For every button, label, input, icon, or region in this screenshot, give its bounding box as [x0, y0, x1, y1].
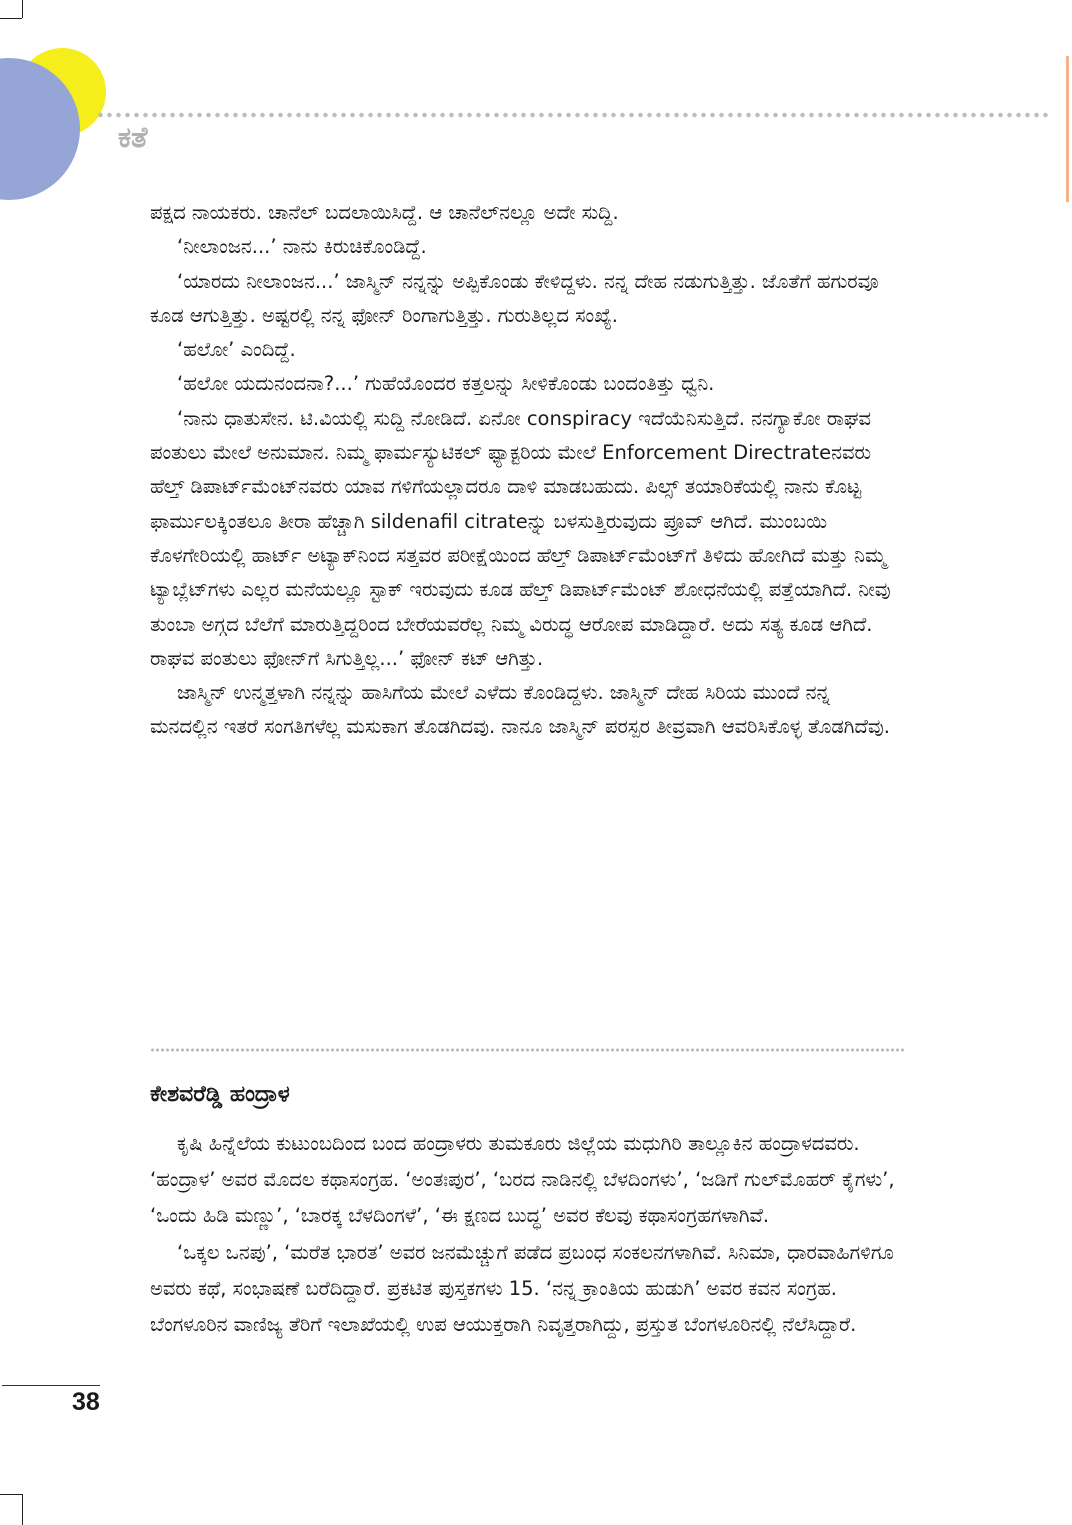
- page-number: 38: [72, 1388, 100, 1416]
- author-bio: [150, 1126, 902, 1343]
- crop-mark-top-vertical: [22, 0, 23, 18]
- page-number-rule: [2, 1385, 100, 1386]
- crop-mark-bottom-vertical: [22, 1494, 23, 1525]
- crop-mark-bottom-horizontal: [0, 1494, 22, 1495]
- story-paragraph: ‘ನೀಲಾಂಜನ...’ ನಾನು ಕಿರುಚಿಕೊಂಡಿದ್ದೆ.: [177, 235, 427, 259]
- story-paragraph: ‘ಯಾರದು ನೀಲಾಂಜನ...’ ಜಾಸ್ಮಿನ್ ನನ್ನನ್ನು ಅಪ್ಪಿಕೊಂಡು ಕೇಳಿದ್ದಳು. ನನ್ನ ದೇಹ ನಡುಗುತ್ತಿತ್ತು. ಜೊತೆಗೆ ಹಗುರವೂ ಕೂಡ ಆಗುತ್ತಿತ್ತು. ಅಷ್ಟರಲ್ಲಿ ನನ್ನ ಫೋನ್ ರಿಂಗಾಗುತ್ತಿತ್ತು. ಗುರುತಿಲ್ಲದ ಸಂಖ್ಯೆ.: [150, 269, 879, 327]
- bio-paragraph: ಕೃಷಿ ಹಿನ್ನೆಲೆಯ ಕುಟುಂಬದಿಂದ ಬಂದ ಹಂದ್ರಾಳರು ತುಮಕೂರು ಜಿಲ್ಲೆಯ ಮಧುಗಿರಿ ತಾಲ್ಲೂಕಿನ ಹಂದ್ರಾಳದವರು. ‘ಹಂದ್ರಾಳ’ ಅವರ ಮೊದಲ ಕಥಾಸಂಗ್ರಹ. ‘ಅಂತಃಪುರ’, ‘ಬರದ ನಾಡಿನಲ್ಲಿ ಬೆಳದಿಂಗಳು’, ‘ಜಡಿಗೆ ಗುಲ್‌ಮೊಹರ್ ಕೈಗಳು’, ‘ಒಂದು ಹಿಡಿ ಮಣ್ಣು’, ‘ಬಾರಕ್ಕ ಬೆಳದಿಂಗಳೆ’, ‘ಈ ಕ್ಷಣದ ಬುದ್ಧ’ ಅವರ ಕೆಲವು ಕಥಾಸಂಗ್ರಹಗಳಾಗಿವೆ.: [150, 1132, 895, 1228]
- crop-mark-top-horizontal: [0, 18, 22, 19]
- section-divider: [150, 1048, 904, 1052]
- story-body: [150, 196, 902, 745]
- story-paragraph: ‘ಹಲೋ’ ಎಂದಿದ್ದೆ.: [177, 338, 296, 362]
- story-paragraph: ‘ಹಲೋ ಯದುನಂದನಾ?...’ ಗುಹೆಯೊಂದರ ಕತ್ತಲನ್ನು ಸೀಳಿಕೊಂಡು ಬಂದಂತಿತ್ತು ಧ್ವನಿ.: [177, 372, 715, 396]
- header-dotted-rule: [96, 112, 1048, 118]
- story-paragraph: ಪಕ್ಷದ ನಾಯಕರು. ಚಾನೆಲ್ ಬದಲಾಯಿಸಿದ್ದೆ. ಆ ಚಾನೆಲ್‌ನಲ್ಲೂ ಅದೇ ಸುದ್ದಿ.: [150, 201, 619, 224]
- section-label: ಕತೆ: [118, 120, 148, 154]
- story-paragraph: ಜಾಸ್ಮಿನ್ ಉನ್ಮತ್ತಳಾಗಿ ನನ್ನನ್ನು ಹಾಸಿಗೆಯ ಮೇಲೆ ಎಳೆದು ಕೊಂಡಿದ್ದಳು. ಜಾಸ್ಮಿನ್ ದೇಹ ಸಿರಿಯ ಮುಂದೆ ನನ್ನ ಮನದಲ್ಲಿನ ಇತರೆ ಸಂಗತಿಗಳೆಲ್ಲ ಮಸುಕಾಗ ತೊಡಗಿದವು. ನಾನೂ ಜಾಸ್ಮಿನ್ ಪರಸ್ಪರ ತೀವ್ರವಾಗಿ ಆವರಿಸಿಕೊಳ್ಳ ತೊಡಗಿದೆವು.: [150, 681, 890, 739]
- author-name-heading: ಕೇಶವರೆಡ್ಡಿ ಹಂದ್ರಾಳ: [150, 1082, 290, 1107]
- bio-paragraph: ‘ಒಕ್ಕಲ ಒನಪು’, ‘ಮರೆತ ಭಾರತ’ ಅವರ ಜನಮೆಚ್ಚುಗೆ ಪಡೆದ ಪ್ರಬಂಧ ಸಂಕಲನಗಳಾಗಿವೆ. ಸಿನಿಮಾ, ಧಾರವಾಹಿಗಳಿಗೂ ಅವರು ಕಥೆ, ಸಂಭಾಷಣೆ ಬರೆದಿದ್ದಾರೆ. ಪ್ರಕಟಿತ ಪುಸ್ತಕಗಳು 15. ‘ನನ್ನ ಕ್ರಾಂತಿಯ ಹುಡುಗಿ’ ಅವರ ಕವನ ಸಂಗ್ರಹ. ಬೆಂಗಳೂರಿನ ವಾಣಿಜ್ಯ ತೆರಿಗೆ ಇಲಾಖೆಯಲ್ಲಿ ಉಪ ಆಯುಕ್ತರಾಗಿ ನಿವೃತ್ತರಾಗಿದ್ದು, ಪ್ರಸ್ತುತ ಬೆಂಗಳೂರಿನಲ್ಲಿ ನೆಲೆಸಿದ್ದಾರೆ.: [150, 1240, 894, 1337]
- edge-accent-bar: [1066, 56, 1069, 202]
- story-paragraph: ‘ನಾನು ಧಾತುಸೇನ. ಟಿ.ವಿಯಲ್ಲಿ ಸುದ್ದಿ ನೋಡಿದೆ. ಏನೋ conspiracy ಇದೆಯೆನಿಸುತ್ತಿದೆ. ನನಗ್ಯಾಕೋ ರಾಘವ ಪಂತುಲು ಮೇಲೆ ಅನುಮಾನ. ನಿಮ್ಮ ಫಾರ್ಮಸ್ಯುಟಿಕಲ್ ಫ್ಯಾಕ್ಟರಿಯ ಮೇಲೆ Enforcement Directrateನವರು ಹೆಲ್ತ್ ಡಿಪಾರ್ಟ್‌ಮೆಂಟ್‌ನವರು ಯಾವ ಗಳಿಗೆಯಲ್ಲಾದರೂ ದಾಳಿ ಮಾಡಬಹುದು. ಪಿಲ್ಸ್ ತಯಾರಿಕೆಯಲ್ಲಿ ನಾನು ಕೊಟ್ಟ ಫಾರ್ಮುಲಕ್ಕಿಂತಲೂ ತೀರಾ ಹೆಚ್ಚಾಗಿ sildenafil citrateನ್ನು ಬಳಸುತ್ತಿರುವುದು ಪ್ರೂವ್ ಆಗಿದೆ. ಮುಂಬಯಿ ಕೊಳಗೇರಿಯಲ್ಲಿ ಹಾರ್ಟ್ ಅಟ್ಯಾಕ್‌ನಿಂದ ಸತ್ತವರ ಪರೀಕ್ಷೆಯಿಂದ ಹೆಲ್ತ್ ಡಿಪಾರ್ಟ್‌ಮೆಂಟ್‌ಗೆ ತಿಳಿದು ಹೋಗಿದೆ ಮತ್ತು ನಿಮ್ಮ ಟ್ಯಾಬ್ಲೆಟ್‌ಗಳು ಎಲ್ಲರ ಮನೆಯಲ್ಲೂ ಸ್ಟಾಕ್ ಇರುವುದು ಕೂಡ ಹೆಲ್ತ್ ಡಿಪಾರ್ಟ್‌ಮೆಂಟ್ ಶೋಧನೆಯಲ್ಲಿ ಪತ್ತೆಯಾಗಿದೆ. ನೀವು ತುಂಬಾ ಅಗ್ಗದ ಬೆಲೆಗೆ ಮಾರುತ್ತಿದ್ದರಿಂದ ಬೇರೆಯವರೆಲ್ಲ ನಿಮ್ಮ ವಿರುದ್ಧ ಆರೋಪ ಮಾಡಿದ್ದಾರೆ. ಅದು ಸತ್ಯ ಕೂಡ ಆಗಿದೆ. ರಾಘವ ಪಂತುಲು ಫೋನ್‌ಗೆ ಸಿಗುತ್ತಿಲ್ಲ...’ ಫೋನ್ ಕಟ್ ಆಗಿತ್ತು.: [150, 406, 891, 670]
